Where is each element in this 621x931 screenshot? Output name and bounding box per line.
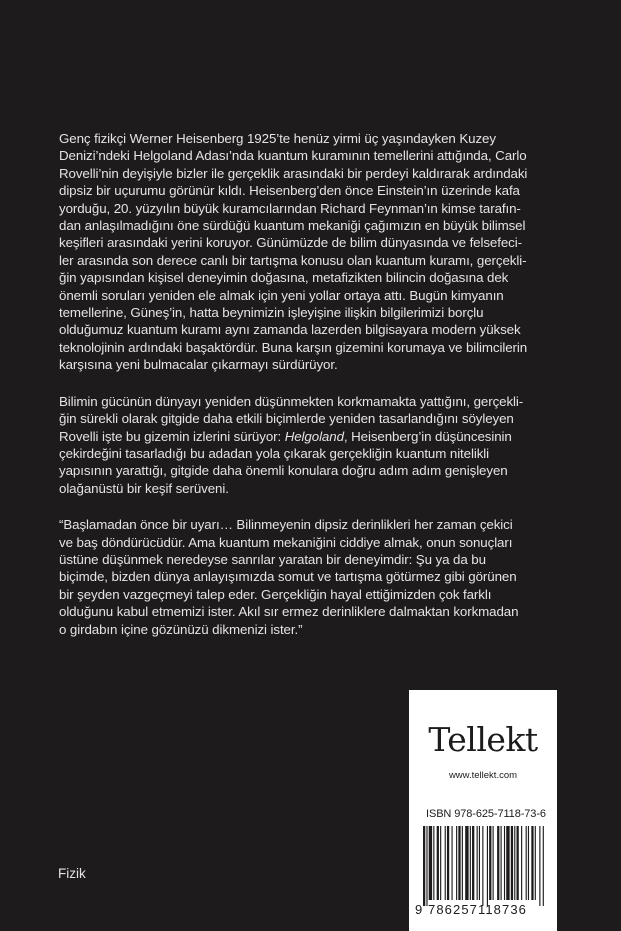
text-line: ve baş döndürücüdür. Ama kuantum mekaniğini ciddiye almak, onun sonuçları xyxy=(59,534,513,550)
barcode-bar xyxy=(447,826,449,900)
barcode-bar xyxy=(423,826,425,906)
publisher-logo: Tellekt xyxy=(428,720,538,759)
text-line: Rovelli işte bu gizemin izlerini sürüyor: Helgoland, Heisenberg’in düşüncesinin xyxy=(59,428,512,444)
barcode-bar xyxy=(487,826,488,906)
barcode-bar xyxy=(470,826,471,900)
text-line: dan anlaşılmadığını öne sürdüğü kuantum mekaniği çağımızın en büyük bilimsel xyxy=(59,218,526,234)
publisher-panel xyxy=(409,690,557,931)
barcode-bar xyxy=(489,826,491,900)
barcode-bar xyxy=(497,826,499,900)
barcode-bar xyxy=(521,826,522,900)
text-line: Rovelli’nin deyişiyle bizler ile gerçeklik arasındaki bir perdeyi kaldırarak ardındaki xyxy=(59,165,528,181)
text-line: Denizi’ndeki Helgoland Adası’nda kuantum kuramının temellerini attığında, Carlo xyxy=(59,148,527,164)
text-line: olağanüstü bir keşif serüveni. xyxy=(59,480,229,496)
text-line: yorduğu, 20. yüzyılın büyük kuramcılarından Richard Feynman’ın kimse tarafın- xyxy=(59,200,521,216)
barcode-bar xyxy=(452,826,453,900)
text-line: bir şeyden vazgeçmeyi talep eder. Gerçekliğin hayal ettiğimizden çok farklı xyxy=(59,586,492,602)
barcode-bar xyxy=(462,826,463,900)
text-line: ğin sürekli olarak gitgide daha etkili biçimlerde yeniden tasarlandığını söyleyen xyxy=(59,411,514,427)
blurb-quote xyxy=(59,516,569,638)
barcode-bar xyxy=(482,826,483,906)
barcode-bar xyxy=(437,826,439,900)
barcode-bar xyxy=(535,826,536,900)
isbn-label: ISBN 978-625-7118-73-6 xyxy=(426,808,546,820)
barcode-bar xyxy=(477,826,478,900)
text-line: yapısının yarattığı, gitgide daha önemli konulara doğru adım adım genişleyen xyxy=(59,463,508,479)
barcode-bar xyxy=(479,826,480,900)
barcode-number: 786257118736 xyxy=(428,902,527,917)
text-line: o girdabın içine gözünüzü dikmenizi ister.” xyxy=(59,621,303,637)
barcode-bar xyxy=(445,826,446,900)
publisher-website: www.tellekt.com xyxy=(448,770,518,781)
text-line: “Başlamadan önce bir uyarı… Bilinmeyenin dipsiz derinlikleri her zaman çekici xyxy=(59,517,513,533)
text-line: Bilimin gücünün dünyayı yeniden düşünmekten korkmamakta yattığını, gerçekli- xyxy=(59,393,524,409)
barcode-bar xyxy=(433,826,434,900)
text-line: karşısına yeni bulmacalar çıkarmayı sürdürüyor. xyxy=(59,357,338,373)
barcode-bar xyxy=(543,826,544,906)
barcode-bar xyxy=(501,826,502,900)
barcode-bar xyxy=(426,826,427,906)
barcode-bar xyxy=(531,826,533,900)
text-line: ğin yapısından kişisel deneyimin doğasına, metafizikten bilincin doğasına dek xyxy=(59,270,509,286)
text-line: temellerine, Güneş’in, hatta beynimizin işleyişine ilişkin bilgilerimizi borçlu xyxy=(59,305,484,321)
blurb-text xyxy=(59,130,569,657)
barcode-bar xyxy=(429,826,432,900)
barcode-bar xyxy=(440,826,441,900)
text-line: önemli soruları yeniden ele almak için yeni yollar ortaya attı. Bugün kimyanın xyxy=(59,287,504,303)
text-line: olduğunu kabul etmemizi ister. Akıl sır ermez derinliklere dalmaktan korkmadan xyxy=(59,604,519,620)
text-line: üstüne düşünmek neredeyse sanrılar yaratan bir deneyimdir: Şu ya da bu xyxy=(59,551,486,567)
text-line: Genç fizikçi Werner Heisenberg 1925’te henüz yirmi üç yaşındayken Kuzey xyxy=(59,131,496,146)
text-line: dipsiz bir uçurumu görünür kıldı. Heisenberg’den önce Einstein’ın üzerinde kafa xyxy=(59,183,520,199)
book-title: Helgoland xyxy=(284,428,344,444)
text-line: ler arasında son derece canlı bir tartışma konusu olan kuantum kuramı, gerçekli- xyxy=(59,252,527,268)
barcode-bar xyxy=(514,826,515,900)
barcode-bar xyxy=(472,826,474,900)
barcode-bar xyxy=(517,826,519,900)
barcode-bar xyxy=(506,826,509,900)
barcode-bar xyxy=(493,826,494,900)
category-label: Fizik xyxy=(58,866,86,881)
barcode-bar xyxy=(456,826,457,900)
text-line: çekirdeğini tasarladığı bu adadan yola çıkarak gerçekliğin kuantum nitelikli xyxy=(59,445,490,461)
text-line: keşifleri arasındaki yerini koruyor. Günümüzde de bilim dünyasında ve felsefeci- xyxy=(59,235,522,251)
barcode-bar xyxy=(511,826,513,900)
barcode-bar xyxy=(526,826,527,900)
text-line: biçimde, bizden dünya anlayışımızda somut ve tartışma götürmez gibi görünen xyxy=(59,569,517,585)
barcode-bar xyxy=(465,826,468,900)
barcode-bar xyxy=(458,826,460,900)
barcode-bar xyxy=(539,826,540,906)
barcode-bar xyxy=(504,826,505,900)
text-line: teknolojinin ardındaki başaktördür. Buna karşın gizemini korumaya ve bilimcilerin xyxy=(59,339,528,355)
text-line: olduğumuz kuantum kuramı aynı zamanda lazerden bilgisayara modern yüksek xyxy=(59,322,521,338)
blurb-paragraph-2 xyxy=(59,393,569,497)
barcode-lead-digit: 9 xyxy=(415,902,424,917)
barcode-bar xyxy=(528,826,529,900)
blurb-paragraph-1 xyxy=(59,130,569,374)
barcode xyxy=(423,826,545,908)
